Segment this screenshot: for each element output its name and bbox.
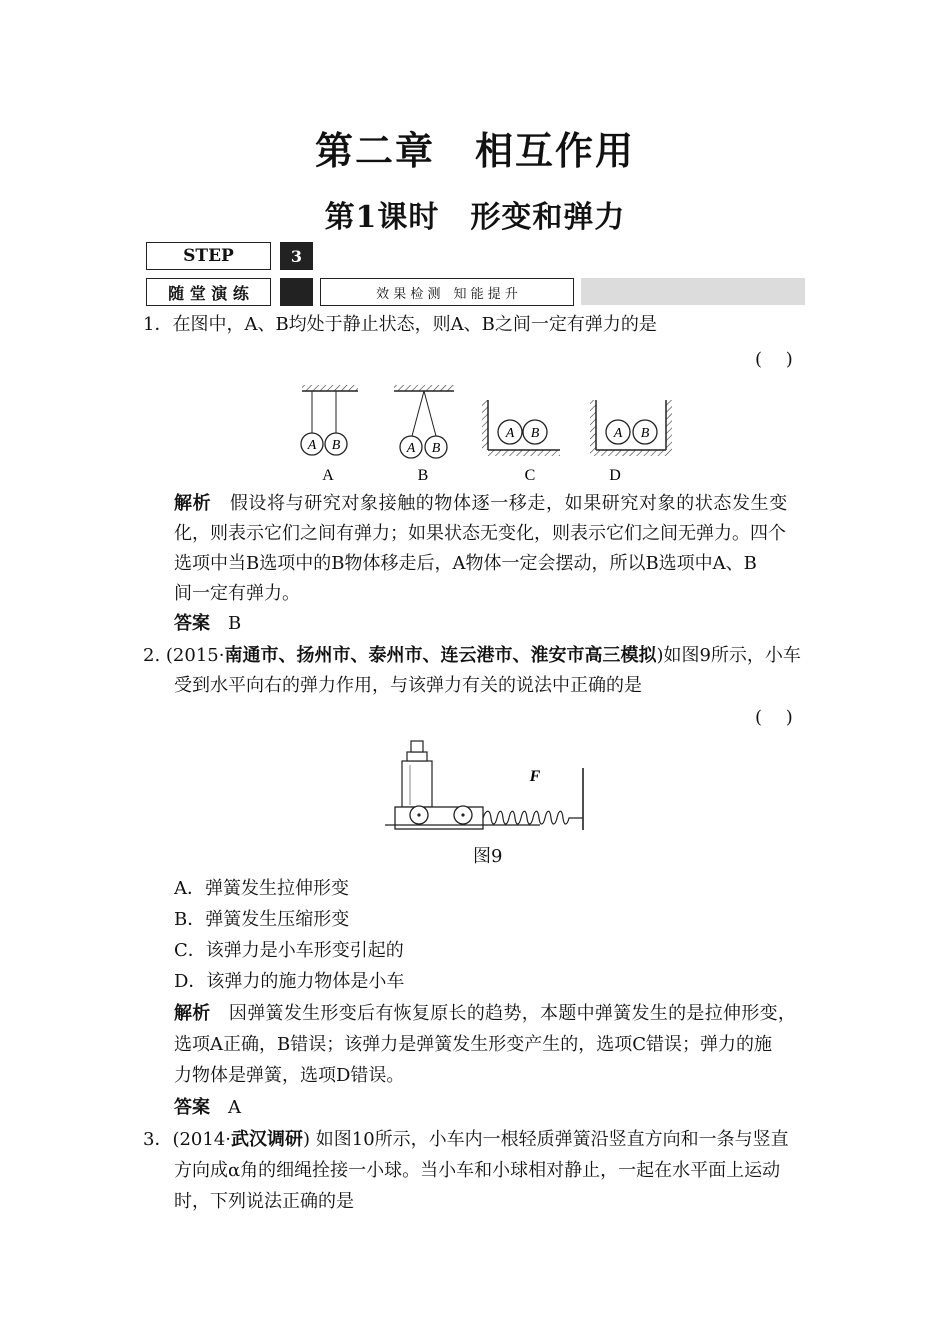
q2-figure-caption: 图9 — [473, 846, 503, 867]
q2-option-a: A．弹簧发生拉伸形变 — [174, 878, 349, 899]
section-label: 随 堂 演 练 — [146, 278, 271, 306]
q2-analysis-line-1: 因弹簧发生形变后有恢复原长的趋势，本题中弹簧发生的是拉伸形变， — [228, 1003, 797, 1024]
q2-analysis-line-3: 力物体是弹簧，选项D错误。 — [174, 1065, 405, 1086]
q1-analysis-line-3: 选项中当B选项中的B物体移走后，A物体一定会摆动，所以B选项中A、B — [174, 553, 757, 574]
q1-analysis-line-1: 假设将与研究对象接触的物体逐一移走，如果研究对象的状态发生变 — [229, 493, 788, 514]
q1-answer-label: 答案 — [174, 613, 210, 634]
q1-ball-b-label: B — [331, 438, 341, 453]
q1-option-a-diagram — [301, 385, 358, 455]
q2-answer: A — [228, 1097, 241, 1118]
svg-text:B: B — [431, 441, 441, 456]
q3-source: 武汉调研 — [231, 1129, 304, 1150]
svg-text:B: B — [640, 426, 650, 441]
q2-analysis-line-2: 选项A正确，B错误；该弹力是弹簧发生形变产生的，选项C错误；弹力的施 — [174, 1034, 772, 1055]
q2-source: 南通市、扬州市、泰州市、连云港市、淮安市高三模拟 — [224, 645, 657, 666]
lesson-title: 第1课时 形变和弹力 — [324, 200, 626, 235]
svg-text:A: A — [505, 426, 515, 441]
q2-option-b: B．弹簧发生压缩形变 — [174, 909, 350, 930]
q2-figure — [385, 735, 595, 835]
svg-text:A: A — [613, 426, 623, 441]
section-subtitle: 效 果 检 测 知 能 提 升 — [320, 278, 574, 306]
q2-option-d: D．该弹力的施力物体是小车 — [174, 971, 405, 992]
svg-text:A: A — [406, 441, 416, 456]
q1-option-d-diagram — [590, 400, 672, 456]
q1-label-a: A — [322, 467, 334, 484]
q3-stem-line-3: 时，下列说法正确的是 — [174, 1191, 354, 1212]
q1-option-b-diagram — [394, 385, 454, 458]
q1-option-c-diagram — [482, 400, 560, 456]
force-label: F — [529, 768, 541, 785]
q1-answer-paren: ( ) — [755, 349, 793, 370]
q1-label-d: D — [609, 467, 621, 484]
q1-figure — [290, 378, 680, 488]
svg-text:B: B — [530, 426, 540, 441]
q2-answer-paren: ( ) — [755, 707, 793, 728]
q2-stem-line-2: 受到水平向右的弹力作用，与该弹力有关的说法中正确的是 — [174, 675, 642, 696]
q2-analysis-label: 解析 — [174, 1003, 211, 1024]
step-number: 3 — [280, 242, 313, 270]
q2-answer-label: 答案 — [174, 1097, 210, 1118]
spring — [483, 811, 583, 824]
banner-dark-block — [280, 278, 313, 306]
step-label: STEP — [146, 242, 271, 270]
q1-stem: 1．在图中，A、B均处于静止状态，则A、B之间一定有弹力的是 — [143, 314, 657, 335]
q1-analysis-line-2: 化，则表示它们之间有弹力；如果状态无变化，则表示它们之间无弹力。四个 — [174, 523, 786, 544]
banner-gray-bar — [581, 278, 805, 305]
chapter-title: 第二章 相互作用 — [314, 128, 635, 173]
q3-stem-line-2: 方向成α角的细绳拴接一小球。当小车和小球相对静止，一起在水平面上运动 — [174, 1160, 781, 1181]
q1-analysis-label: 解析 — [174, 493, 212, 514]
q1-label-b: B — [417, 467, 429, 484]
q2-option-c: C．该弹力是小车形变引起的 — [174, 940, 404, 961]
q1-answer: B — [228, 613, 242, 634]
q1-analysis-line-4: 间一定有弹力。 — [174, 583, 300, 604]
q1-ball-a-label: A — [307, 438, 317, 453]
q1-label-c: C — [524, 467, 536, 484]
